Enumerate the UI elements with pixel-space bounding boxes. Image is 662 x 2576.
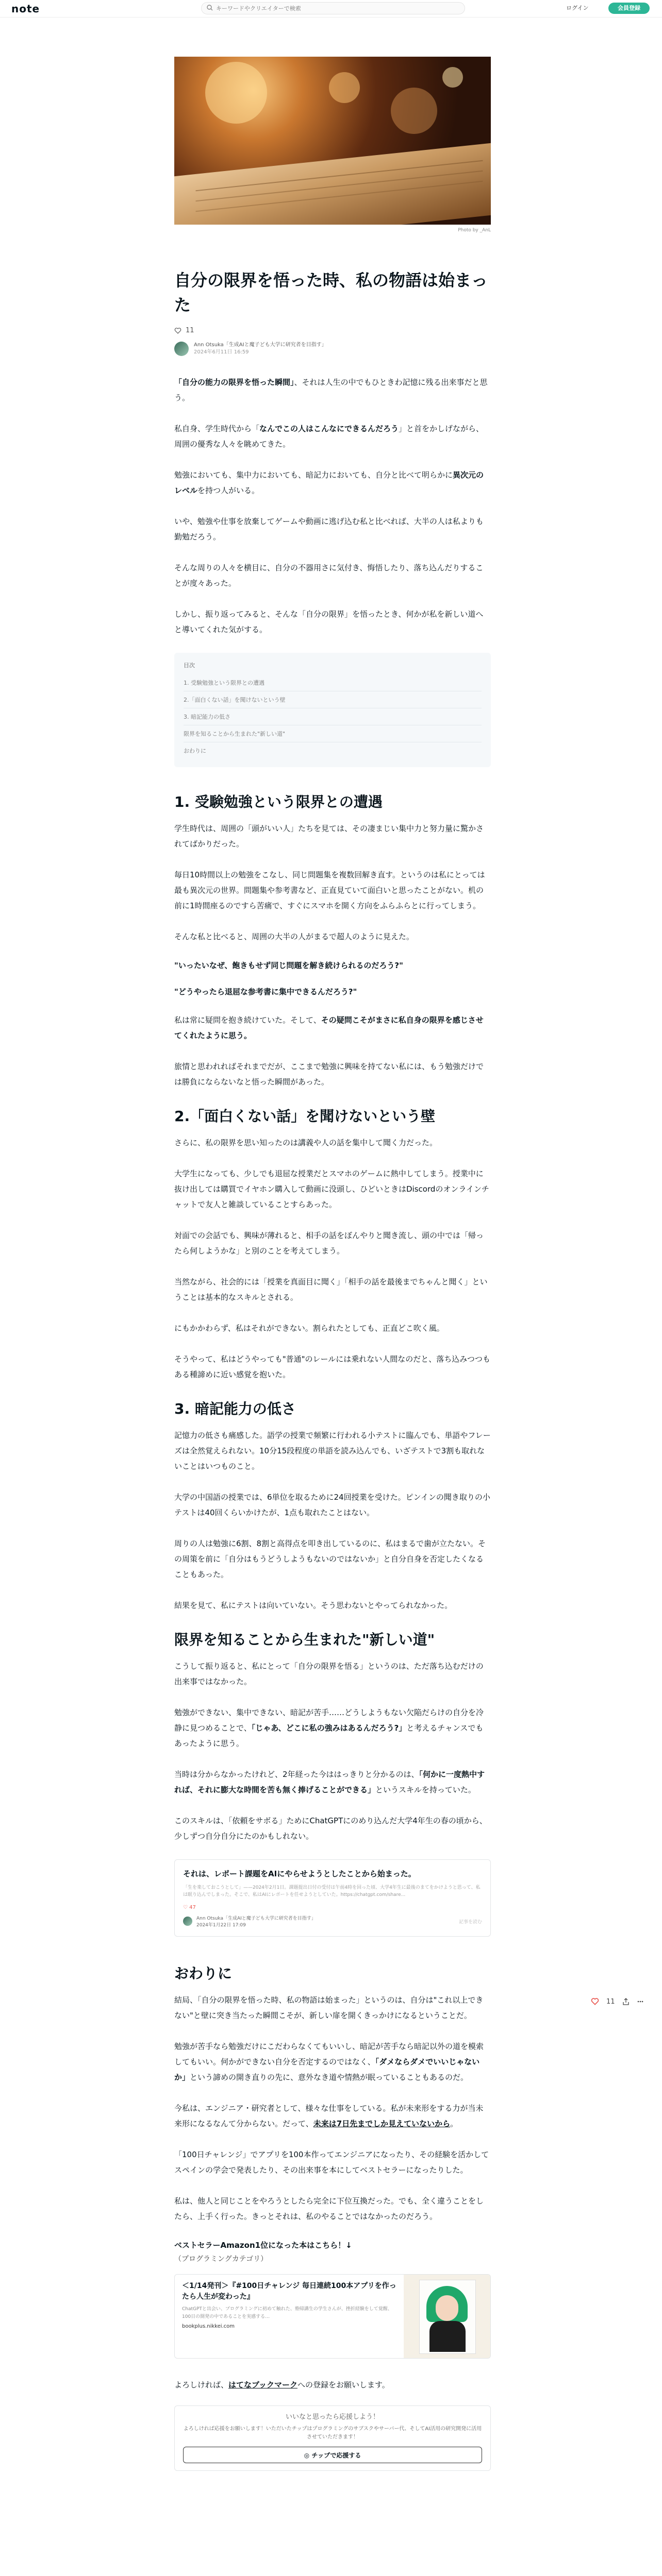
paragraph bbox=[174, 1012, 491, 1043]
book-cover-image[interactable] bbox=[404, 2275, 490, 2359]
section-heading: おわりに bbox=[174, 1965, 233, 1982]
text: への登録をお願いします。 bbox=[297, 2380, 390, 2390]
paragraph bbox=[174, 1705, 491, 1751]
heart-icon[interactable] bbox=[591, 1997, 599, 2006]
toc-item[interactable]: 限界を知ることから生まれた"新しい道" bbox=[184, 725, 482, 742]
ending-line bbox=[174, 2379, 491, 2390]
paragraph: 大学生になっても、少しでも退屈な授業だとスマホのゲームに熱中してしまう。授業中に抜け出しては購買でイヤホン購入して動画に没頭し、ひどいときはDiscordのオンラインチャットで友人と雑談していることすらあった。 bbox=[174, 1169, 489, 1209]
paragraph: 当然ながら、社会的には「授業を真面目に聞く」「相手の話を最後までちゃんと聞く」ということは基本的なスキルとされる。 bbox=[174, 1277, 488, 1302]
photo-credit: Photo by _AnL bbox=[458, 228, 491, 233]
bestseller-heading: ベストセラーAmazon1位になった本はこちら！↓ bbox=[174, 2241, 352, 2250]
toc-heading[interactable]: 目次 bbox=[184, 662, 195, 669]
heart-icon[interactable] bbox=[174, 327, 181, 334]
book-link-card[interactable] bbox=[174, 2274, 491, 2359]
embed-description: 「生を楽しておこうとして」——2024年2月1日。課題提出日付の受付は午前4時を回った頃、大学4年生に最後のまてをかけようと思って、私は眠り込んでしまった。そこで、私はAIにレポートを任せようとしていた。https://chatgpt.com/share... bbox=[183, 1885, 481, 1897]
text: と考えるチャンスでもあったように思う。 bbox=[174, 1723, 484, 1748]
paragraph bbox=[174, 560, 491, 591]
embedded-article-card[interactable] bbox=[174, 1859, 491, 1937]
text: 当時は分からなかったけれど、2年経った今ははっきりと分かるのは、 bbox=[174, 1770, 419, 1779]
paragraph: 旅情と思われればそれまでだが、ここまで勉強に興味を持てない私には、もう勉強だけでは勝負にならないなと悟った瞬間があった。 bbox=[174, 1062, 484, 1087]
support-description: よろしければ応援をお願いします！いただいたチップはプログラミングのサブスクやサーバー代、そしてAI活用の研究開発に活用させていただきます！ bbox=[183, 2426, 482, 2441]
floating-action-bar bbox=[591, 1997, 644, 2006]
table-of-contents bbox=[174, 653, 491, 767]
avatar bbox=[183, 1917, 192, 1926]
avatar[interactable] bbox=[174, 342, 189, 356]
paragraph bbox=[174, 421, 491, 452]
inline-link[interactable]: 未来は7日先までしか見えていないから bbox=[313, 2119, 451, 2129]
text: 勉強ができない、集中できない、暗記が苦手……どうしようもない欠陥だらけの自分を冷静に見つめることで、 bbox=[174, 1708, 484, 1733]
paragraph bbox=[174, 2039, 491, 2085]
bestseller-subheading: （プログラミングカテゴリ） bbox=[174, 2255, 268, 2264]
paragraph: 記憶力の低さも痛感した。語学の授業で頻繁に行われる小テストに臨んでも、単語やフレーズは全然覚えられない。10分15段程度の単語を読み込んでも、いざテストで3割も取れないことはいつものこと。 bbox=[174, 1431, 491, 1471]
post-date: 2024年6月11日 16:59 bbox=[194, 349, 249, 355]
paragraph: そんな私と比べると、周囲の大半の人がまるで超人のように見えた。 bbox=[174, 932, 414, 941]
article-title: 自分の限界を悟った時、私の物語は始まった bbox=[174, 270, 488, 315]
text: という諦めの開き直りの先に、意外なき道や情熱が眠っていることもあるのだ。 bbox=[190, 2073, 469, 2082]
embed-author-row bbox=[183, 1914, 482, 1928]
signup-button[interactable]: 会員登録 bbox=[608, 3, 650, 14]
paragraph: 「100日チャレンジ」でアプリを100本作ってエンジニアになったり、その経験を活かしてスペインの学会で発表したり、その出来事を本にしてベストセラーになったりした。 bbox=[174, 2150, 489, 2175]
support-box bbox=[174, 2405, 491, 2471]
paragraph: 周りの人は勉強に6割、8割と高得点を叩き出しているのに、私はまるで歯が立たない。その周策を前に「自分はもうどうしようもないのではないか」と自分自身を否定したくなることもあった。 bbox=[174, 1539, 486, 1579]
quote-line: "どうやったら退屈な参考書に集中できるんだろう?" bbox=[174, 987, 357, 996]
search-box[interactable] bbox=[201, 2, 465, 14]
paragraph bbox=[174, 514, 491, 545]
bold-text: その疑問こそがまさに私自身の限界を感じさせてくれたように思う。 bbox=[174, 1015, 484, 1040]
author-row[interactable] bbox=[174, 342, 491, 356]
book-title[interactable]: ＜1/14発刊＞『#100日チャレンジ 毎日連続100本アプリを作ったら人生が変わった』 bbox=[182, 2282, 396, 2301]
support-heading: いいなと思ったら応援しよう！ bbox=[285, 2413, 379, 2421]
text: 私自身、学生時代から「 bbox=[174, 424, 260, 433]
bold-text: 「自分の能力の限界を悟った瞬間」 bbox=[174, 378, 294, 387]
embed-date: 2024年1月22日 17:09 bbox=[196, 1923, 246, 1928]
text: というスキルを持っていた。 bbox=[375, 1785, 476, 1794]
text: よろしければ、 bbox=[174, 2380, 229, 2390]
top-header bbox=[0, 0, 662, 18]
paragraph: 私は、他人と同じことをやろうとしたら完全に下位互換だった。でも、全く違うことをしたら、上手く行った。きっとそれは、私のやることではなかったのだろう。 bbox=[174, 2196, 484, 2222]
text: 今私は、エンジニア・研究者として、様々な仕事をしている。私が未来形をする力が当未来形になるなんて分からない。だって、 bbox=[174, 2104, 484, 2129]
toc-item[interactable]: おわりに bbox=[184, 748, 206, 754]
text: そんな周りの人々を横目に、自分の不器用さに気付き、悔悟したり、落ち込んだりすることが度々あった。 bbox=[174, 563, 484, 588]
section-heading: 限界を知ることから生まれた"新しい道" bbox=[174, 1631, 435, 1648]
paragraph bbox=[174, 375, 491, 405]
text: 私は常に疑問を抱き続けていた。そして、 bbox=[174, 1015, 321, 1025]
bold-text: 「じゃあ、どこに私の強みはあるんだろう?」 bbox=[251, 1723, 407, 1733]
bold-text: 「何かに一度熱中すれば、それに膨大な時間を苦も無く捧げることができる」 bbox=[174, 1770, 485, 1794]
toc-item[interactable]: 2.「面白くない話」を聞けないという壁 bbox=[184, 691, 482, 708]
login-link[interactable]: ログイン bbox=[566, 5, 589, 11]
text: 、それは人生の中でもひときわ記憶に残る出来事だと思う。 bbox=[174, 378, 488, 402]
like-count: 11 bbox=[186, 327, 194, 334]
bold-text: なんでこの人はこんなにできるんだろう bbox=[259, 424, 399, 433]
tip-icon: ◎ bbox=[304, 2452, 312, 2460]
paragraph bbox=[174, 606, 491, 637]
embed-title[interactable]: それは、レポート課題をAIにやらせようとしたことから始まった。 bbox=[183, 1869, 416, 1878]
quote-line: "いったいなぜ、飽きもせず同じ問題を解き続けられるのだろう?" bbox=[174, 961, 403, 970]
tip-button-label: チップで応援する bbox=[311, 2452, 361, 2460]
paragraph: にもかかわらず、私はそれができない。割られたとしても、正直どこ吹く風。 bbox=[174, 1324, 444, 1333]
hero-image bbox=[174, 57, 491, 225]
article-body bbox=[174, 268, 491, 2471]
paragraph: 結局、「自分の限界を悟った時、私の物語は始まった」というのは、自分は"これ以上できない"と壁に突き当たった瞬間こそが、新しい扉を開くきっかけになるということだ。 bbox=[174, 1995, 484, 2021]
bold-text: 「ダメならダメでいいじゃないか」 bbox=[174, 2057, 480, 2082]
paragraph bbox=[174, 1767, 491, 1798]
embed-likes: ♡ 47 bbox=[183, 1905, 196, 1911]
text: いや、勉強や仕事を放棄してゲームや動画に逃げ込む私と比べれば、大半の人は私よりも勤勉だろう。 bbox=[174, 517, 484, 541]
paragraph: このスキルは、「依頼をサボる」ためにChatGPTにのめり込んだ大学4年生の春の頃から、少しずつ自分自分にたのかもしれない。 bbox=[174, 1816, 487, 1841]
section-heading: 3. 暗記能力の低さ bbox=[174, 1400, 296, 1417]
tip-button[interactable] bbox=[183, 2447, 482, 2463]
section-heading: 1. 受験勉強という限界との遭遇 bbox=[174, 793, 383, 810]
text: 勉強においても、集中力においても、暗記力においても、自分と比べて明らかに bbox=[174, 470, 453, 480]
paragraph: 結果を見て、私にテストは向いていない。そう思わないとやってられなかった。 bbox=[174, 1601, 453, 1610]
paragraph: 大学の中国語の授業では、6単位を取るために24回授業を受けた。ピンインの聞き取りの小テストは40回くらいかけたが、1点も取れたことはない。 bbox=[174, 1493, 490, 1517]
text: を持つ人がいる。 bbox=[197, 486, 260, 495]
more-icon[interactable] bbox=[637, 1998, 644, 2005]
note-logo[interactable]: note bbox=[11, 3, 40, 15]
text: しかし、振り返ってみると、そんな「自分の限界」を悟ったとき、何かが私を新しい道へと導いてくれた気がする。 bbox=[174, 609, 484, 634]
read-more-link[interactable]: 記事を読む bbox=[458, 1919, 482, 1925]
floating-like-count: 11 bbox=[606, 1997, 615, 2006]
text: 」と首をかしげながら、周囲の優秀な人々を眺めてきた。 bbox=[174, 424, 484, 449]
search-input[interactable] bbox=[216, 4, 458, 12]
paragraph: さらに、私の限界を思い知ったのは講義や人の話を集中して聞く力だった。 bbox=[174, 1138, 438, 1147]
bold-text: 異次元のレベル bbox=[174, 470, 484, 495]
section-heading: 2.「面白くない話」を聞けないという壁 bbox=[174, 1108, 436, 1125]
book-description: ChatGPTと出会い、プログラミングに初めて触れた、塾帰講生の学生さんが、挫折経験をして覚醒、100日の開発の中であることを実感する… bbox=[182, 2307, 392, 2319]
search-icon bbox=[207, 5, 213, 11]
paragraph bbox=[174, 467, 491, 498]
embed-author: Ann Otsuka「生成AIと魔子ども大学に研究者を目指す」 bbox=[196, 1916, 316, 1922]
paragraph: 学生時代は、周囲の「頭がいい人」たちを見ては、その凄まじい集中力と努力量に驚かされてばかりだった。 bbox=[174, 824, 484, 849]
share-icon[interactable] bbox=[622, 1998, 630, 2005]
book-domain: bookplus.nikkei.com bbox=[182, 2324, 235, 2330]
author-name[interactable]: Ann Otsuka「生成AIと魔子ども大学に研究者を目指す」 bbox=[194, 342, 327, 348]
paragraph: 毎日10時間以上の勉強をこなし、同じ問題集を複数回解き直す。というのは私にとっては最も異次元の世界。問題集や参考書など、正直見ていて面白いと思ったことがない。机の前に1時間座るのですら苦痛で、すぐにスマホを開く方向をふらふらとに行ってしまう。 bbox=[174, 870, 485, 910]
paragraph bbox=[174, 2100, 491, 2131]
paragraph: 対面での会話でも、興味が薄れると、相手の話をぼんやりと聞き流し、頭の中では「帰ったら何しようかな」と別のことを考えてしまう。 bbox=[174, 1231, 484, 1256]
text: 。 bbox=[450, 2119, 458, 2129]
toc-item[interactable]: 1. 受験勉強という限界との遭遇 bbox=[184, 674, 482, 691]
paragraph: そうやって、私はどうやっても"普通"のレールには乗れない人間なのだと、落ち込みつつもある種諦めに近い感覚を抱いた。 bbox=[174, 1354, 490, 1379]
text: 勉強が苦手なら勉強だけにこだわらなくてもいいし、暗記が苦手なら暗記以外の道を模索してもいい。何かができない自分を否定するのではなく、 bbox=[174, 2042, 484, 2067]
like-row bbox=[174, 327, 491, 334]
toc-item[interactable]: 3. 暗記能力の低さ bbox=[184, 708, 482, 725]
paragraph: こうして振り返ると、私にとって「自分の限界を悟る」というのは、ただ落ち込むだけの出来事ではなかった。 bbox=[174, 1662, 484, 1686]
hatena-bookmark-link[interactable]: はてなブックマーク bbox=[228, 2380, 297, 2390]
